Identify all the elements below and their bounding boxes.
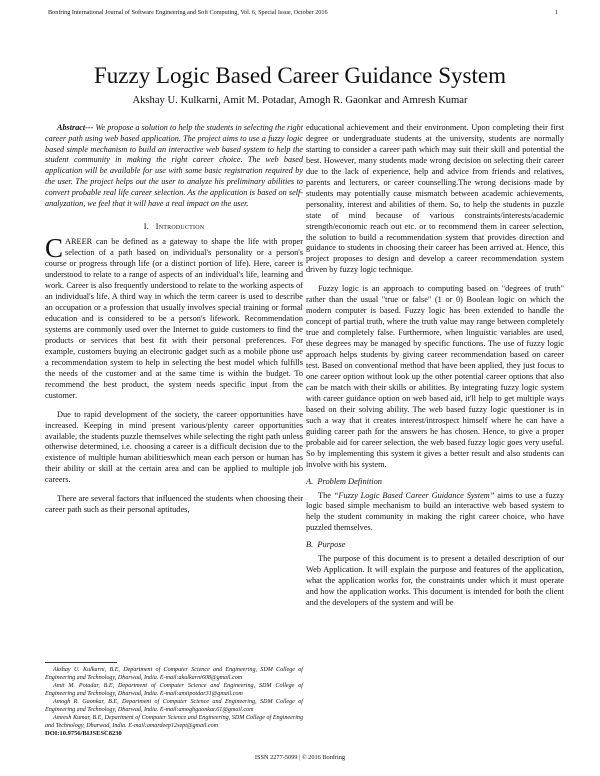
purpose-paragraph: The purpose of this document is to present a detailed description of our Web Application. It will explain the purpose and features of the application, what the application works for, the constraints under which it must operate and how the application works. This document is intended for both the client and the developers of the system and will be bbox=[306, 554, 564, 608]
section-title: Introduction bbox=[155, 222, 205, 232]
intro-paragraph-continued: educational achievement and their environment. Upon completing their first degree or undergraduate students at the university, students are normally starting to consider a career path which may suit their skill and potential the best. However, many students made wrong decision on selecting their career due to the lack of experience, help and advice from friends and relatives, parents and lecturers, or career counselling.The wrong decisions made by students may potentially cause mismatch between academic achievements, personality, interest and abilities of them. So, to help the students in puzzle state of mind because of various constraints/interests/academic strength/economic reach out etc. or to recommend them in career selection, the solution to build a recommendation system that provides direction and guidance to students in choosing their career has been arrived at. Hence, this project proposes to design and develop a career recommendation system driven by fuzzy logic technique. bbox=[306, 123, 564, 275]
doi: DOI:10.9756/BIJSESC8230 bbox=[45, 730, 122, 738]
footnote-author-3: Amogh R. Gaonkar, B.E, Department of Computer Science and Engineering, SDM College of Engineering and Technology, Dharwad, India. E-mail:amoghgaonkar.61@gmail.com bbox=[45, 699, 303, 714]
intro-paragraph-1-text: AREER can be defined as a gateway to shape the life with proper selection of a path based on individual's personality or a person's course or progress through life (or a distinct portion of life). Here, career is understood to relate to a range of aspects of an individual's life, learning and work. Career is also frequently understood to relate to the working aspects of an individual's life. A third way in which the term career is used to describe an occupation or a profession that usually involves special training or formal education and is considered to be a person's lifework. Recommendation systems are commonly used over the Internet to guide customers to find the products or services that best fit with their personal preferences. For example, customers buying an electronic gadget such as a mobile phone use a recommendation system to help in selecting the best model which fulfills the needs of the customer and at the same time is within the budget. To recommend the best product, the system needs specific input from the customer. bbox=[45, 237, 303, 400]
author-list: Akshay U. Kulkarni, Amit M. Potadar, Amogh R. Gaonkar and Amresh Kumar bbox=[132, 95, 468, 106]
footnote-author-2: Amit M. Potadar, B.E, Department of Computer Science and Engineering, SDM College of Engineering and Technology, Dharwad, India. E-mail:amitpotdar31@gmail.com bbox=[45, 683, 303, 698]
paper-title: Fuzzy Logic Based Career Guidance System bbox=[94, 63, 506, 88]
section-heading-introduction bbox=[45, 222, 303, 233]
subsection-title: Purpose bbox=[317, 540, 346, 550]
subsection-title: Problem Definition bbox=[317, 476, 382, 486]
page-number: 1 bbox=[554, 9, 558, 16]
intro-paragraph-1 bbox=[45, 233, 303, 401]
problem-definition-paragraph bbox=[306, 491, 564, 535]
subsection-label: A. bbox=[306, 476, 314, 486]
page-footer: ISSN 2277-5099 | © 2016 Bonfring bbox=[254, 754, 346, 761]
abstract-text: We propose a solution to help the students in selecting the right career path using web based application. The project aims to use a fuzzy logic based simple mechanism to build an interactive web based system to help the student community in making the right career choice. The web based application will be available for use with some basic registration required by the user. The project helps out the user to analyze his preliminary abilities to convert probable real life career selection. As the application is based on self-analyzation, we feel that it will have a real impact on the user. bbox=[45, 123, 303, 208]
footnote-author-1: Akshay U. Kulkarni, B.E, Department of Computer Science and Engineering, SDM College of Engineering and Technology, Dharwad, India. E-mail:akulkarni608@gmail.com bbox=[45, 667, 303, 682]
right-column bbox=[306, 123, 564, 609]
intro-paragraph-2: Due to rapid development of the society, the career opportunities have increased. Keeping in mind present various/plenty career opportunities available, the students puzzle themselves while selecting the right path unless otherwise determined, i.e. choosing a career is a difficult decision due to the existence of multiple human abilitieswhich mean each person or human has their ability or skill at the certain area and can be applied to multiple job careers. bbox=[45, 409, 303, 485]
system-name-quote: “Fuzzy Logic Based Career Guidance System” bbox=[333, 490, 495, 500]
drop-cap: C bbox=[45, 233, 64, 264]
footnote-author-4: Amresh Kumar, B.E, Department of Computer Science and Engineering, SDM College of Engineering and Technology, Dharwad, India. E-mail:amardeep12sept@gmail.com bbox=[45, 715, 303, 730]
footnotes bbox=[45, 666, 303, 738]
footnote-divider bbox=[45, 662, 117, 663]
running-head: Bonfring International Journal of Software Engineering and Soft Computing, Vol. 6, Special Issue, October 2016 bbox=[48, 9, 328, 16]
abstract bbox=[45, 123, 303, 209]
subsection-heading-problem-definition bbox=[306, 477, 564, 488]
section-number: I. bbox=[143, 222, 149, 232]
intro-paragraph-3: There are several factors that influenced the students when choosing their career path such as their personal aptitudes, bbox=[45, 494, 303, 515]
left-column bbox=[45, 123, 303, 516]
abstract-lead: Abstract--- bbox=[57, 123, 94, 132]
subsection-heading-purpose bbox=[306, 540, 564, 551]
subsection-label: B. bbox=[306, 540, 314, 550]
problem-text-before: The bbox=[318, 490, 334, 500]
problem-text-after: aims to use a fuzzy logic based simple mechanism to build an interactive web based system to help the student community in making the right career choice, who have puzzled themselves. bbox=[306, 490, 565, 533]
fuzzy-logic-paragraph: Fuzzy logic is an approach to computing based on "degrees of truth" rather than the usual "true or false" (1 or 0) Boolean logic on which the modern computer is based. Fuzzy logic has been extended to handle the concept of partial truth, where the truth value may range between completely true and completely false. Furthermore, when linguistic variables are used, these degrees may be managed by specific functions. The use of fuzzy logic approach helps students by giving career recommendation based on career test. Based on conventional method that have been applied, they just focus to one career option without look up the other potential career options that also can be match with their skills or abilities. By integrating fuzzy logic system with career guidance option on web based aid, it'll help to get multiple ways based on their solving ability. The web based fuzzy logic questioner is in such a way that it creates interest/introspect himself where he can have a guiding career path for the answers he has chosen. Hence, to give a proper probable aid for career selection, the web based fuzzy logic goes very useful. So by implementing this system it gives a better result and also students can involve with his system. bbox=[306, 284, 564, 469]
